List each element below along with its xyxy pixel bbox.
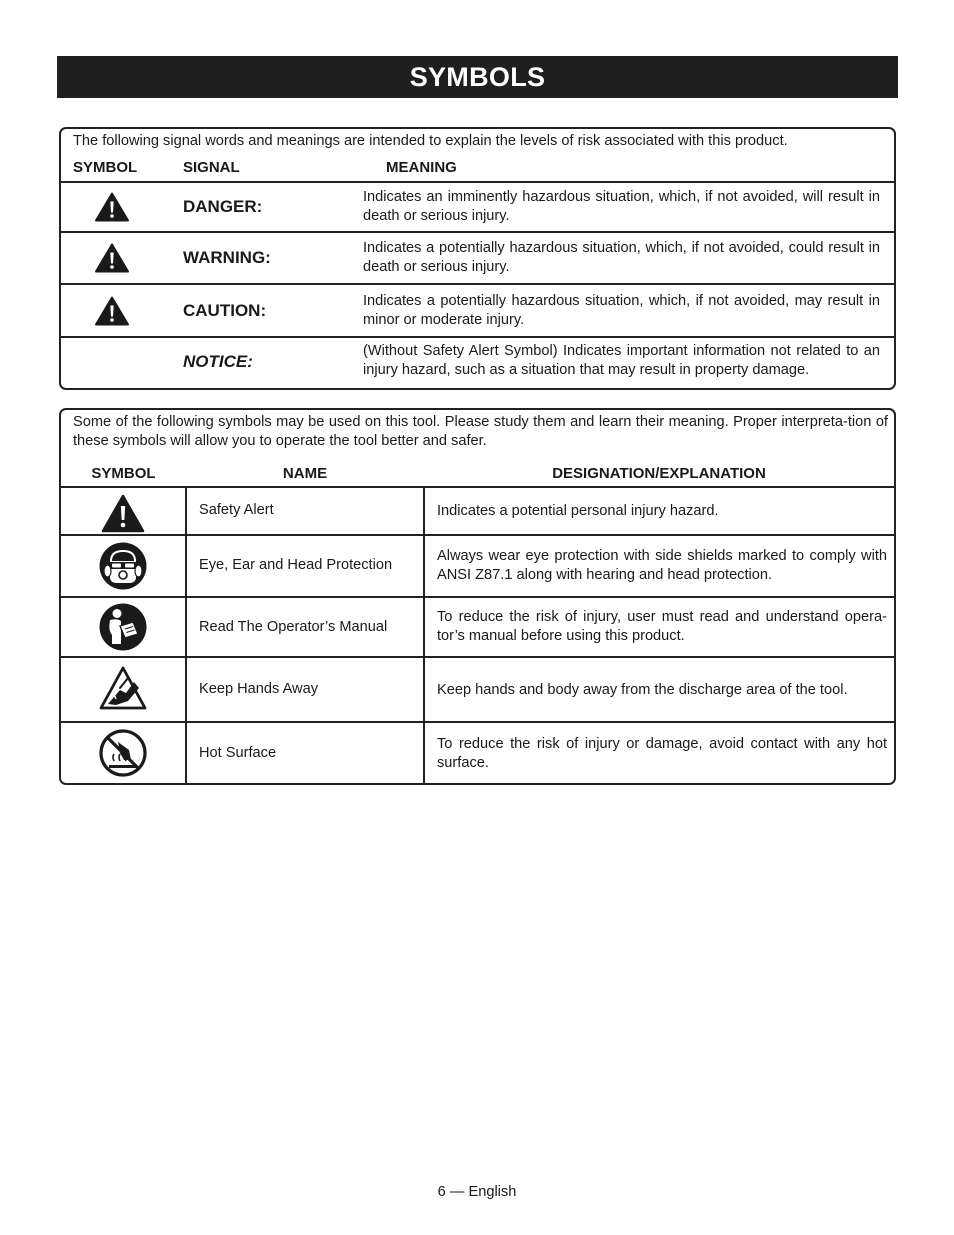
divider — [61, 283, 894, 285]
symbol-header-symbol: SYMBOL — [91, 465, 156, 482]
signal-header-signal: SIGNAL — [183, 159, 240, 176]
symbol-name-safety-alert: Safety Alert — [199, 502, 274, 518]
signal-word-notice: NOTICE: — [183, 352, 253, 371]
page-title: SYMBOLS — [57, 56, 898, 98]
signal-header-symbol: SYMBOL — [73, 159, 138, 176]
read-manual-icon — [98, 602, 148, 652]
eye-ear-head-protection-icon — [98, 541, 148, 591]
symbol-desc-keep-hands-away: Keep hands and body away from the discharge area of the tool. — [437, 682, 848, 698]
symbol-desc-safety-alert: Indicates a potential personal injury hazard. — [437, 503, 719, 519]
divider — [61, 336, 894, 338]
signal-table-intro: The following signal words and meanings are intended to explain the levels of risk associated with this product. — [73, 133, 788, 149]
symbol-name-read-manual: Read The Operator’s Manual — [199, 619, 388, 635]
signal-meaning-notice: (Without Safety Alert Symbol) Indicates important information not related to an injury hazard, such as a situation that may result in property damage. — [363, 343, 880, 378]
keep-hands-away-icon — [98, 664, 148, 714]
symbol-header-designation: DESIGNATION/EXPLANATION — [552, 465, 766, 482]
symbol-name-keep-hands-away: Keep Hands Away — [199, 681, 318, 697]
signal-word-warning: WARNING: — [183, 248, 271, 267]
symbol-desc-read-manual: To reduce the risk of injury, user must read and understand opera-tor’s manual before using this product. — [437, 609, 887, 644]
hot-surface-icon — [98, 728, 148, 778]
safety-alert-triangle-icon — [95, 243, 129, 273]
signal-meaning-danger: Indicates an imminently hazardous situation, which, if not avoided, will result in death or serious injury. — [363, 189, 880, 224]
page-footer: 6 — English — [437, 1184, 517, 1200]
signal-meaning-caution: Indicates a potentially hazardous situation, which, if not avoided, may result in minor or moderate injury. — [363, 293, 880, 328]
safety-alert-triangle-icon — [95, 192, 129, 222]
signal-word-danger: DANGER: — [183, 197, 263, 216]
divider — [61, 231, 894, 233]
symbol-header-name: NAME — [282, 465, 328, 482]
signal-words-table — [59, 127, 896, 390]
symbol-name-eye-ear-head: Eye, Ear and Head Protection — [199, 557, 393, 573]
divider — [423, 486, 425, 783]
signal-header-meaning: MEANING — [386, 159, 457, 176]
signal-word-caution: CAUTION: — [183, 301, 267, 320]
safety-alert-icon — [98, 489, 148, 539]
signal-meaning-warning: Indicates a potentially hazardous situation, which, if not avoided, could result in death or serious injury. — [363, 240, 880, 275]
symbol-desc-hot-surface: To reduce the risk of injury or damage, avoid contact with any hot surface. — [437, 736, 887, 771]
divider — [61, 181, 894, 183]
symbols-table — [59, 408, 896, 785]
symbol-desc-eye-ear-head: Always wear eye protection with side shields marked to comply with ANSI Z87.1 along with hearing and head protection. — [437, 548, 887, 583]
divider — [185, 486, 187, 783]
safety-alert-triangle-icon — [95, 296, 129, 326]
symbol-name-hot-surface: Hot Surface — [199, 745, 277, 761]
symbol-table-intro: Some of the following symbols may be used on this tool. Please study them and learn their meaning. Proper interpreta-tion of these symbols will allow you to operate the tool better and safer. — [73, 414, 888, 449]
